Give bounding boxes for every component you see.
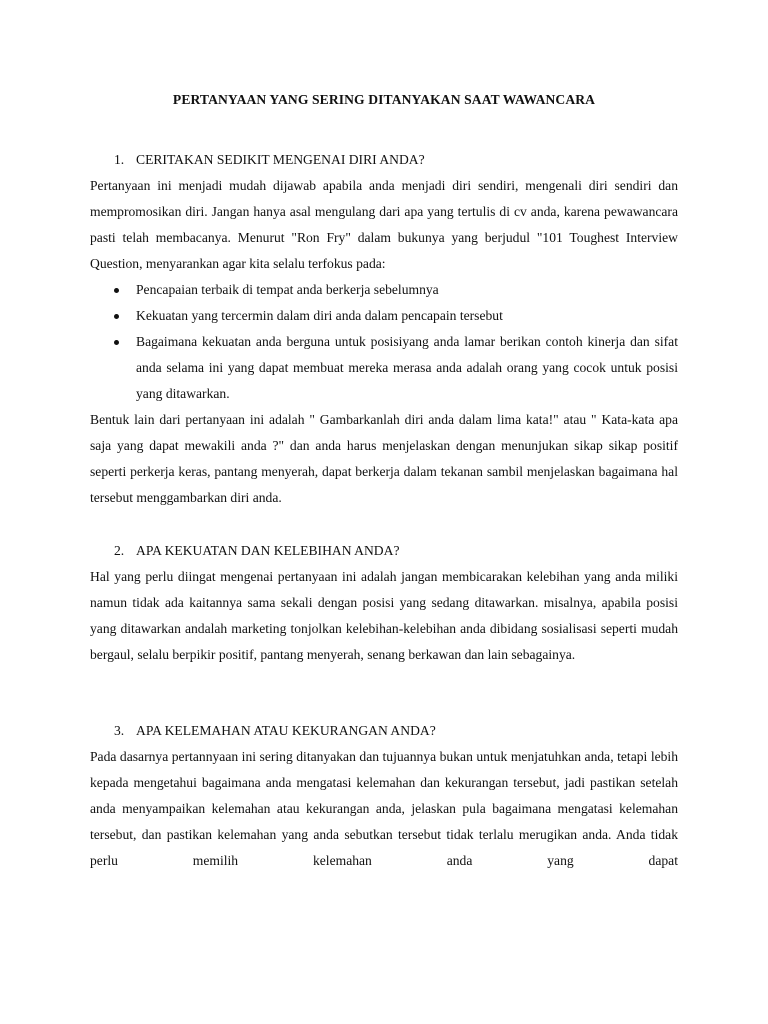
section-1	[90, 147, 678, 511]
section-intro-paragraph: Hal yang perlu diingat mengenai pertanyaan ini adalah jangan membicarakan kelebihan yang anda miliki namun tidak ada kaitannya sama sekali dengan posisi yang sedang ditawarkan. misalnya, apabila posisi yang ditawarkan andalah marketing tonjolkan kelebihan-kelebihan anda dibidang sosialisasi seperti mudah bergaul, selalu berpikir positif, pantang menyerah, senang berkawan dan lain sebagainya.	[90, 569, 678, 662]
section-intro-paragraph: Pertanyaan ini menjadi mudah dijawab apabila anda menjadi diri sendiri, mengenali diri sendiri dan mempromosikan diri. Jangan hanya asal mengulang dari apa yang tertulis di cv anda, karena pewawancara pasti telah membacanya. Menurut "Ron Fry" dalam bukunya yang berjudul "101 Toughest Interview Question, menyarankan agar kita selalu terfokus pada:	[90, 178, 678, 271]
bullet-list	[90, 277, 678, 407]
bullet-icon	[114, 288, 119, 293]
section-heading-text: APA KELEMAHAN ATAU KEKURANGAN ANDA?	[136, 723, 436, 738]
bullet-text: Bagaimana kekuatan anda berguna untuk posisiyang anda lamar berikan contoh kinerja dan sifat anda selama ini yang dapat membuat mereka merasa anda adalah orang yang cocok untuk posisi yang ditawarkan.	[136, 334, 678, 401]
document-title: PERTANYAAN YANG SERING DITANYAKAN SAAT WAWANCARA	[172, 92, 596, 107]
bullet-icon	[114, 340, 119, 345]
section-heading	[90, 147, 678, 173]
section-3	[90, 718, 678, 874]
section-number: 2.	[114, 543, 125, 558]
bullet-text: Pencapaian terbaik di tempat anda berkerja sebelumnya	[136, 282, 439, 297]
section-number: 3.	[114, 723, 125, 738]
section-number: 1.	[114, 152, 125, 167]
bullet-item	[90, 329, 678, 407]
bullet-icon	[114, 314, 119, 319]
section-heading-text: APA KEKUATAN DAN KELEBIHAN ANDA?	[136, 543, 400, 558]
section-intro-paragraph: Pada dasarnya pertannyaan ini sering ditanyakan dan tujuannya bukan untuk menjatuhkan anda, tetapi lebih kepada mengetahui bagaimana anda mengatasi kelemahan dan kekurangan tersebut, jadi pastikan setelah anda menyampaikan kelemahan atau kekurangan anda, jelaskan pula bagaimana mengatasi kelemahan tersebut, dan pastikan kelemahan yang anda sebutkan tersebut tidak terlalu merugikan anda. Anda tidak perlu memilih kelemahan anda yang dapat	[90, 749, 678, 868]
section-outro-paragraph: Bentuk lain dari pertanyaan ini adalah " Gambarkanlah diri anda dalam lima kata!" atau " Kata-kata apa saja yang dapat mewakili anda ?" dan anda harus menjelaskan dengan menunjukan sikap sikap positif seperti perkerja keras, pantang menyerah, dapat berkerja dalam tekanan sambil menjelaskan bagaimana hal tersebut menggambarkan diri anda.	[90, 412, 678, 505]
section-heading-text: CERITAKAN SEDIKIT MENGENAI DIRI ANDA?	[136, 152, 425, 167]
section-2	[90, 538, 678, 668]
bullet-item	[90, 303, 678, 329]
bullet-item	[90, 277, 678, 303]
bullet-text: Kekuatan yang tercermin dalam diri anda dalam pencapain tersebut	[136, 308, 503, 323]
section-heading	[90, 538, 678, 564]
section-heading	[90, 718, 678, 744]
